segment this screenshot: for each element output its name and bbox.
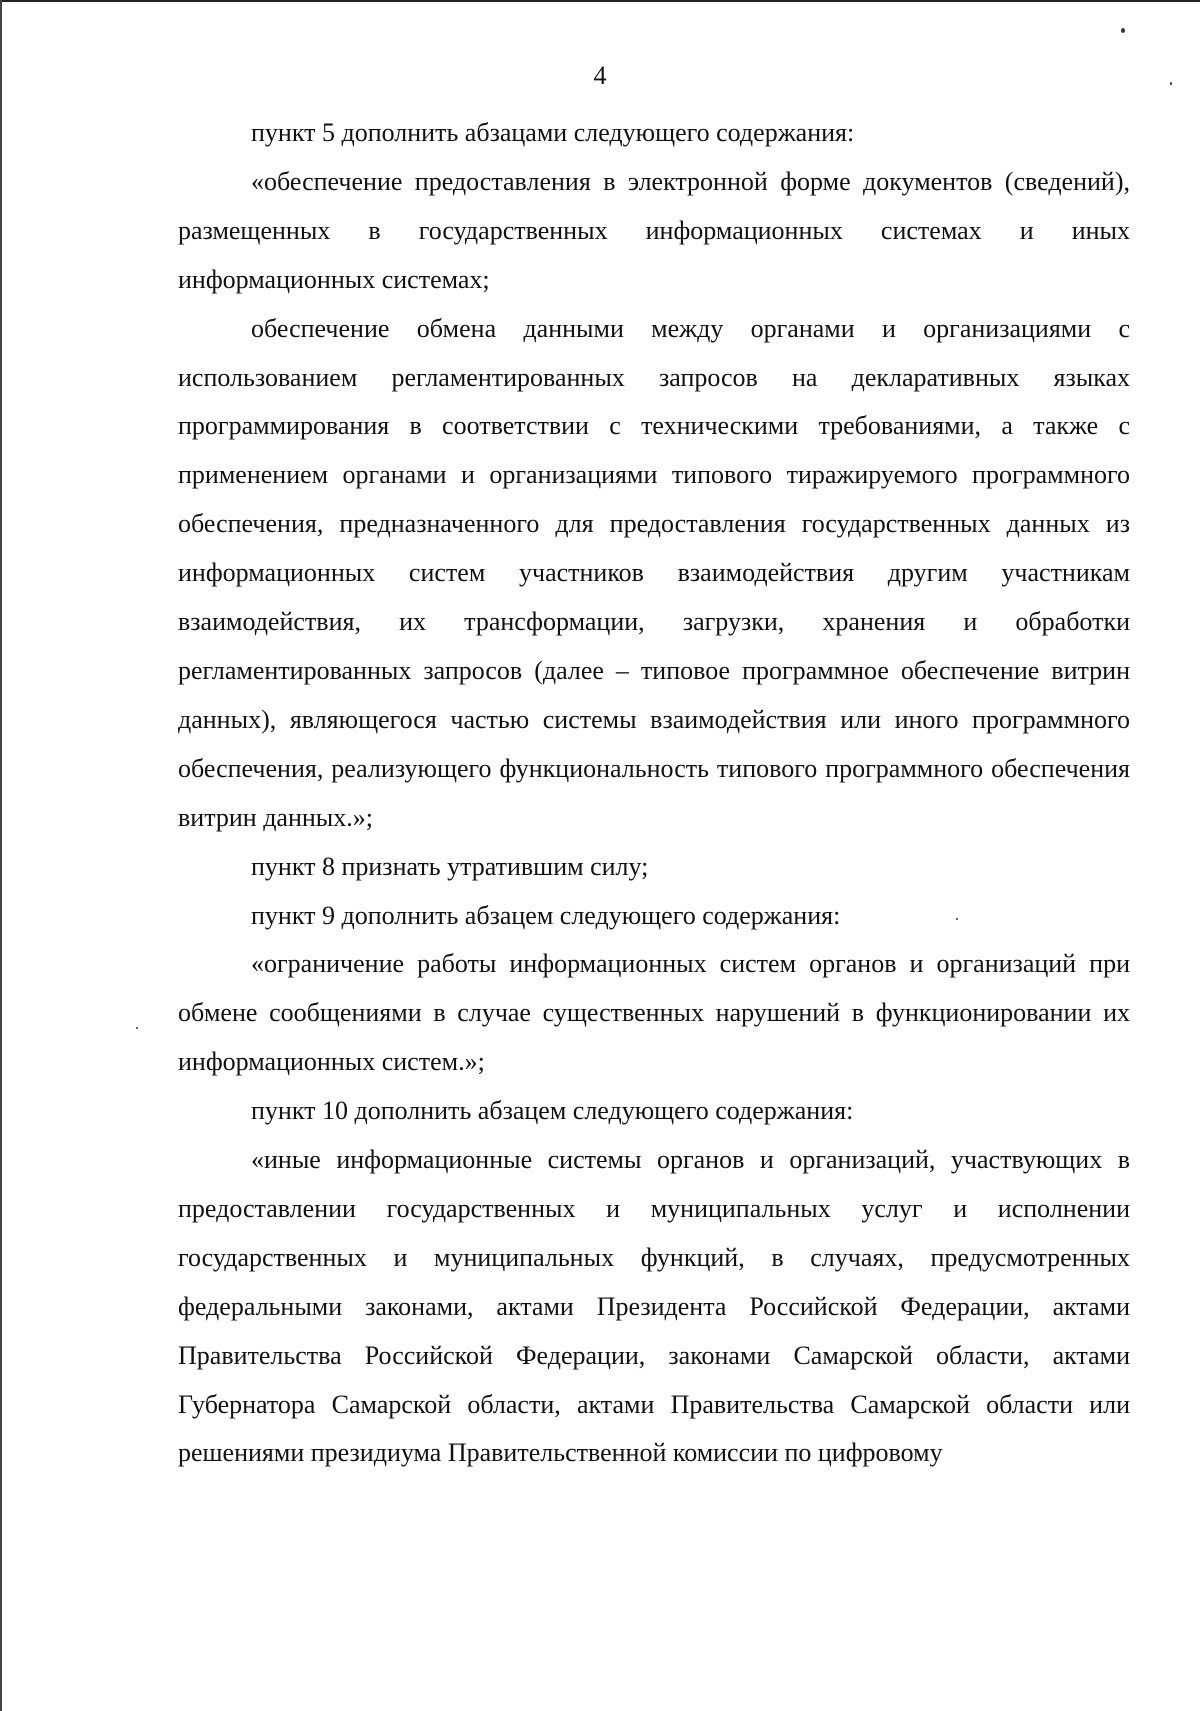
scan-speck <box>1121 28 1125 33</box>
page-number: 4 <box>593 61 607 90</box>
paragraph: пункт 10 дополнить абзацем следующего содержания: <box>251 1096 854 1126</box>
document-body <box>178 109 1130 1478</box>
paragraph: «иные информационные системы органов и организаций, участвующих в предоставлении государственных и муниципальных услуг и исполнении государственных и муниципальных функций, в случаях, предусмотренных федеральными законами, актами Президента Российской Федерации, актами Правительства Российской Федерации, законами Самарской области, актами Губернатора Самарской области, актами Правительства Самарской области или решениями президиума Правительственной комиссии по цифровому <box>178 1145 1130 1468</box>
paragraph: пункт 9 дополнить абзацем следующего содержания: <box>251 900 841 930</box>
paragraph: «обеспечение предоставления в электронной форме документов (сведений), размещенных в государственных информационных системах и иных информационных системах; <box>178 166 1130 294</box>
paragraph: обеспечение обмена данными между органами и организациями с использованием регламентированных запросов на декларативных языках программирования в соответствии с техническими требованиями, а также с применением органами и организациями типового тиражируемого программного обеспечения, предназначенного для предоставления государственных данных из информационных систем участников взаимодействия другим участникам взаимодействия, их трансформации, загрузки, хранения и обработки регламентированных запросов (далее – типовое программное обеспечение витрин данных), являющегося частью системы взаимодействия или иного программного обеспечения, реализующего функциональность типового программного обеспечения витрин данных.»; <box>178 313 1130 832</box>
scan-speck <box>136 1027 138 1029</box>
scan-border-left <box>0 0 2 1711</box>
scan-border-top <box>0 0 1200 2</box>
paragraph: «ограничение работы информационных систем органов и организаций при обмене сообщениями в случае существенных нарушений в функционировании их информационных систем.»; <box>178 949 1130 1077</box>
paragraph: пункт 8 признать утратившим силу; <box>251 851 649 881</box>
paragraph: пункт 5 дополнить абзацами следующего содержания: <box>251 118 855 147</box>
